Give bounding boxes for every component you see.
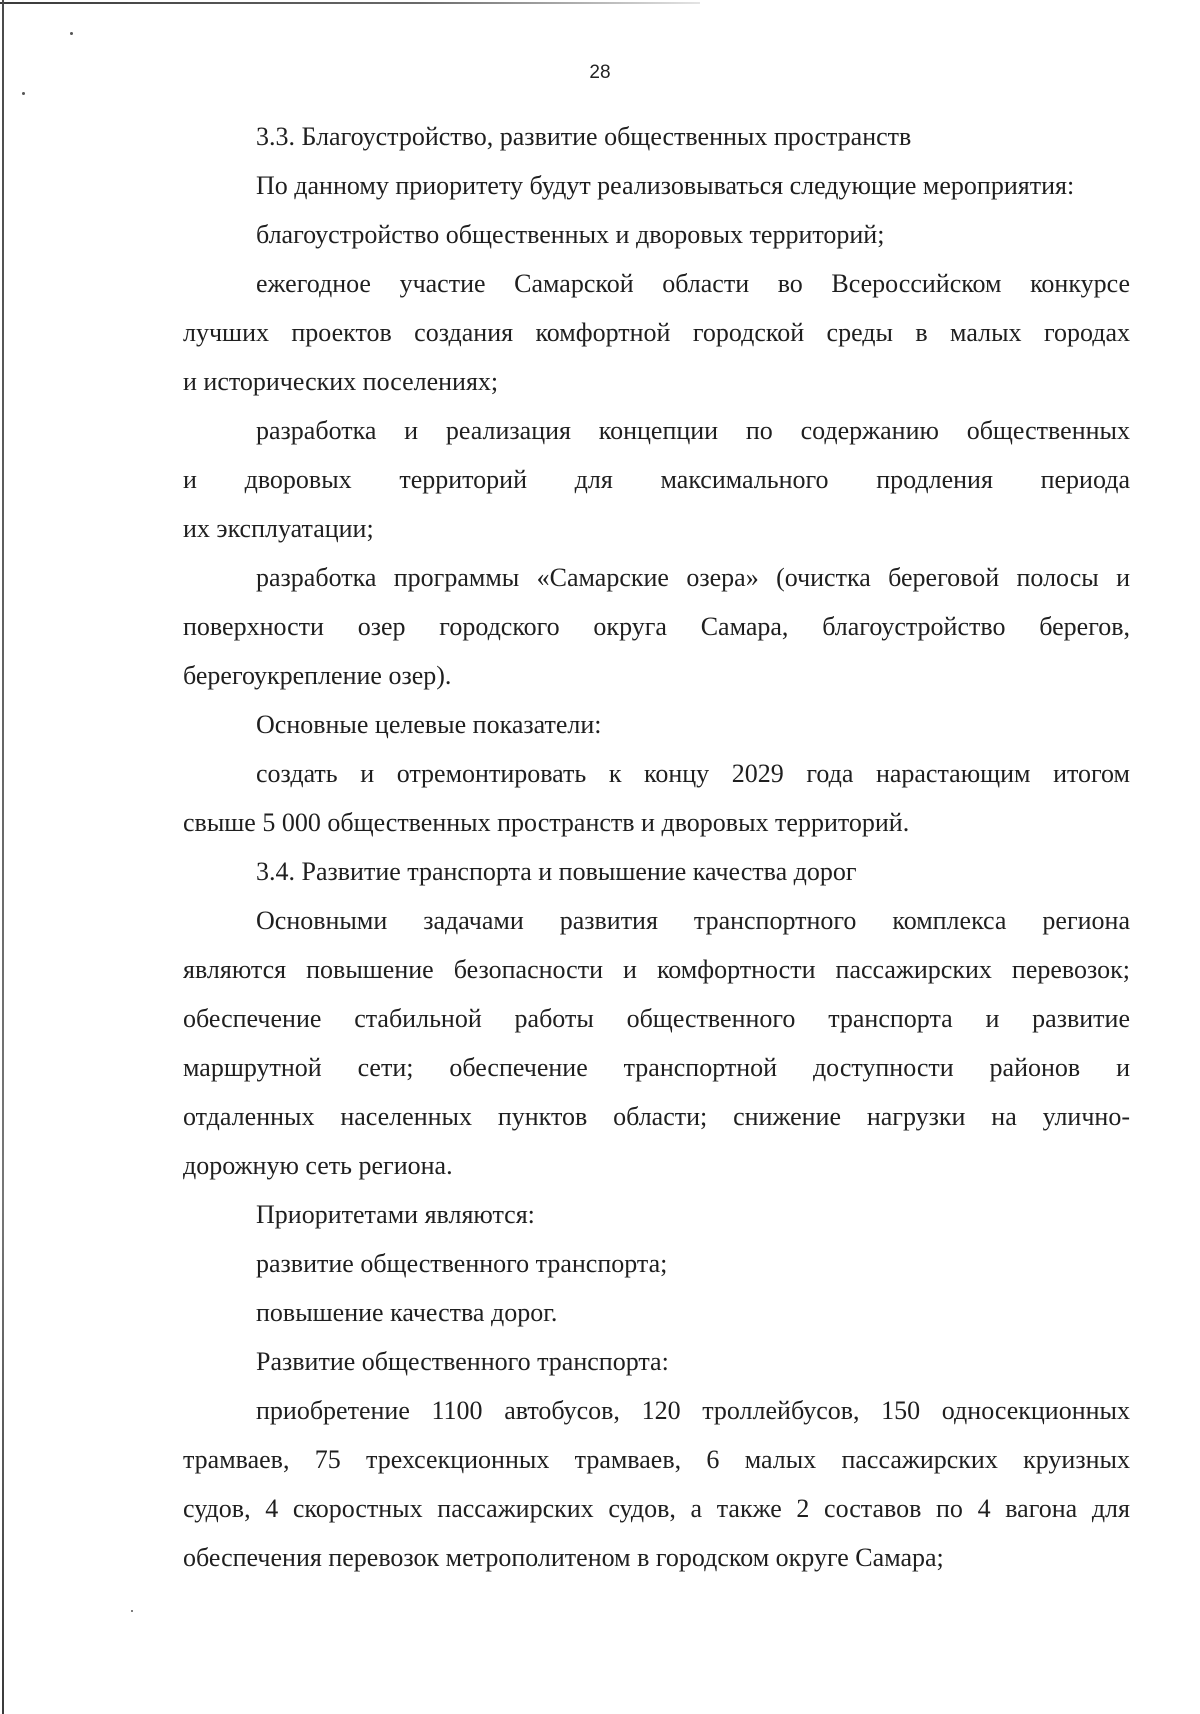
- paragraph-line: ежегодное участие Самарской области во Всероссийском конкурсе: [256, 269, 1130, 298]
- paragraph-line: свыше 5 000 общественных пространств и дворовых территорий.: [183, 808, 910, 837]
- scan-speck: [22, 92, 25, 95]
- paragraph-line: Основными задачами развития транспортного комплекса региона: [256, 906, 1130, 935]
- scan-speck: [131, 1610, 133, 1612]
- page-number: 28: [589, 62, 611, 83]
- paragraph-line: берегоукрепление озер).: [183, 661, 452, 690]
- paragraph-line: создать и отремонтировать к концу 2029 года нарастающим итогом: [256, 759, 1130, 788]
- paragraph-line: отдаленных населенных пунктов области; снижение нагрузки на улично-: [183, 1102, 1130, 1131]
- scan-speck: [70, 32, 73, 35]
- paragraph-line: и исторических поселениях;: [183, 367, 499, 396]
- scan-edge-top: [0, 2, 700, 4]
- paragraph-line: являются повышение безопасности и комфортности пассажирских перевозок;: [183, 955, 1130, 984]
- paragraph-line: разработка программы «Самарские озера» (очистка береговой полосы и: [256, 563, 1130, 592]
- paragraph-line: повышение качества дорог.: [256, 1298, 558, 1327]
- paragraph-line: и дворовых территорий для максимального продления периода: [183, 465, 1130, 494]
- paragraph-line: лучших проектов создания комфортной городской среды в малых городах: [183, 318, 1130, 347]
- paragraph-line: маршрутной сети; обеспечение транспортной доступности районов и: [183, 1053, 1130, 1082]
- paragraph-line: развитие общественного транспорта;: [256, 1249, 668, 1278]
- paragraph-line: трамваев, 75 трехсекционных трамваев, 6 малых пассажирских круизных: [183, 1445, 1130, 1474]
- paragraph-line: Приоритетами являются:: [256, 1200, 535, 1229]
- paragraph-line: обеспечения перевозок метрополитеном в городском округе Самара;: [183, 1543, 944, 1572]
- paragraph-line: дорожную сеть региона.: [183, 1151, 453, 1180]
- paragraph-line: разработка и реализация концепции по содержанию общественных: [256, 416, 1130, 445]
- paragraph-line: Основные целевые показатели:: [256, 710, 602, 739]
- paragraph-line: благоустройство общественных и дворовых территорий;: [256, 220, 885, 249]
- section-heading-3-4: 3.4. Развитие транспорта и повышение качества дорог: [256, 857, 857, 886]
- paragraph-line: приобретение 1100 автобусов, 120 троллейбусов, 150 односекционных: [256, 1396, 1130, 1425]
- scan-edge-left: [2, 0, 4, 1714]
- paragraph-line: По данному приоритету будут реализовываться следующие мероприятия:: [256, 171, 1075, 200]
- paragraph-line: их эксплуатации;: [183, 514, 374, 543]
- paragraph-line: судов, 4 скоростных пассажирских судов, а также 2 составов по 4 вагона для: [183, 1494, 1130, 1523]
- paragraph-line: поверхности озер городского округа Самара, благоустройство берегов,: [183, 612, 1130, 641]
- section-heading-3-3: 3.3. Благоустройство, развитие общественных пространств: [256, 122, 912, 151]
- paragraph-line: обеспечение стабильной работы общественного транспорта и развитие: [183, 1004, 1130, 1033]
- paragraph-line: Развитие общественного транспорта:: [256, 1347, 669, 1376]
